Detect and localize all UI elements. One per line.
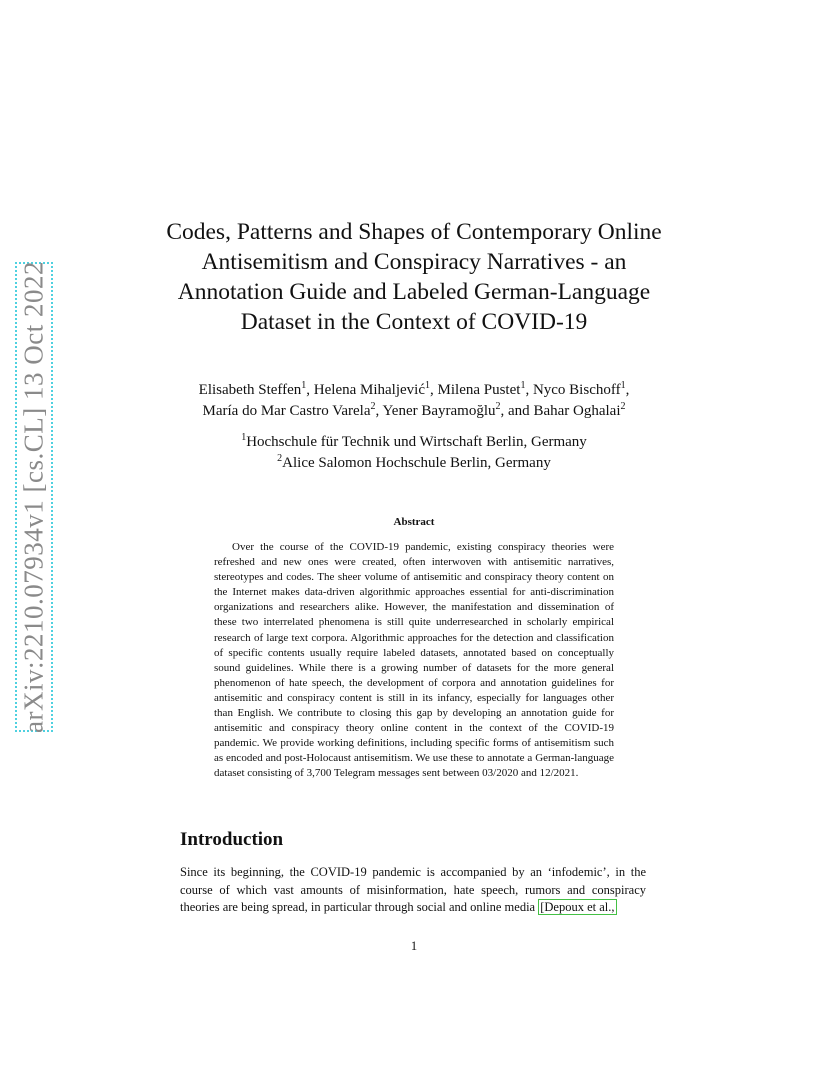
affiliation-number: 2 xyxy=(277,453,283,464)
author-affiliation-marker: 2 xyxy=(495,401,501,412)
abstract-heading: Abstract xyxy=(393,516,435,528)
author-affiliation-marker: 1 xyxy=(520,380,526,391)
author-affiliation-marker: 1 xyxy=(301,380,307,391)
affiliation-name: Hochschule für Technik und Wirtschaft Berlin, Germany xyxy=(246,434,587,450)
page-number: 1 xyxy=(410,939,418,953)
arxiv-identifier-stamp xyxy=(15,262,53,732)
author-separator: , xyxy=(375,403,383,419)
affiliation-line xyxy=(140,453,688,474)
author-affiliation-marker: 1 xyxy=(620,380,626,391)
author-name: Yener Bayramoğlu xyxy=(382,403,496,419)
author-list xyxy=(140,380,688,422)
author-name: Bahar Oghalai xyxy=(533,403,621,419)
paper-title: Codes, Patterns and Shapes of Contemporary Online Antisemitism and Conspiracy Narratives - an Annotation Guide and Labeled German-Language Dataset in the Context of COVID-19 xyxy=(166,219,662,335)
author-name: Helena Mihaljević xyxy=(313,382,426,398)
author-name: Elisabeth Steffen xyxy=(198,382,302,398)
author-affiliation-marker: 2 xyxy=(370,401,376,412)
affiliation-list xyxy=(140,432,688,474)
affiliation-name: Alice Salomon Hochschule Berlin, Germany xyxy=(282,455,551,471)
author-separator: , xyxy=(625,382,630,398)
author-affiliation-marker: 2 xyxy=(620,401,626,412)
author-separator: , xyxy=(430,382,438,398)
affiliation-line xyxy=(140,432,688,453)
author-separator: , xyxy=(306,382,314,398)
introduction-text xyxy=(180,864,646,917)
author-separator: , and xyxy=(500,403,534,419)
author-name: Nyco Bischoff xyxy=(532,382,621,398)
abstract-text: Over the course of the COVID-19 pandemic, existing conspiracy theories were refreshed and new ones were created, often interwoven with antisemitic narratives, stereotypes and codes. The sheer volume of antisemitic and conspiracy theory content on the Internet makes data-driven algorithmic approaches essential for anti-discrimination organizations and researchers alike. However, the manifestation and dissemination of these two interrelated phenomena is still quite underresearched in scholarly empirical research of large text corpora. Algorithmic approaches for the detection and classification of specific contents usually require labeled datasets, annotated based on conceptually sound guidelines. While there is a growing number of datasets for the more general phenomenon of hate speech, the development of corpora and annotation guidelines for antisemitic and conspiracy content is still in its infancy, especially for languages other than English. We contribute to closing this gap by developing an annotation guide for antisemitic and conspiracy theory online content in the context of the COVID-19 pandemic. We provide working definitions, including specific forms of antisemitism such as encoded and post-Holocaust antisemitism. We use these to annotate a German-language dataset consisting of 3,700 Telegram messages sent between 03/2020 and 12/2021. xyxy=(214,541,614,780)
arxiv-identifier-text: arXiv:2210.07934v1 [cs.CL] 13 Oct 2022 xyxy=(18,261,49,733)
author-name: María do Mar Castro Varela xyxy=(202,403,371,419)
author-separator: , xyxy=(525,382,533,398)
author-name: Milena Pustet xyxy=(437,382,521,398)
citation-link[interactable]: [Depoux et al., xyxy=(540,900,615,915)
affiliation-number: 1 xyxy=(241,432,247,443)
author-affiliation-marker: 1 xyxy=(425,380,431,391)
introduction-heading: Introduction xyxy=(180,829,284,850)
introduction-paragraph: Since its beginning, the COVID-19 pandemic is accompanied by an ‘infodemic’, in the course of which vast amounts of misinformation, hate speech, rumors and conspiracy theories are being spread, in particular through social and online media xyxy=(180,865,646,915)
